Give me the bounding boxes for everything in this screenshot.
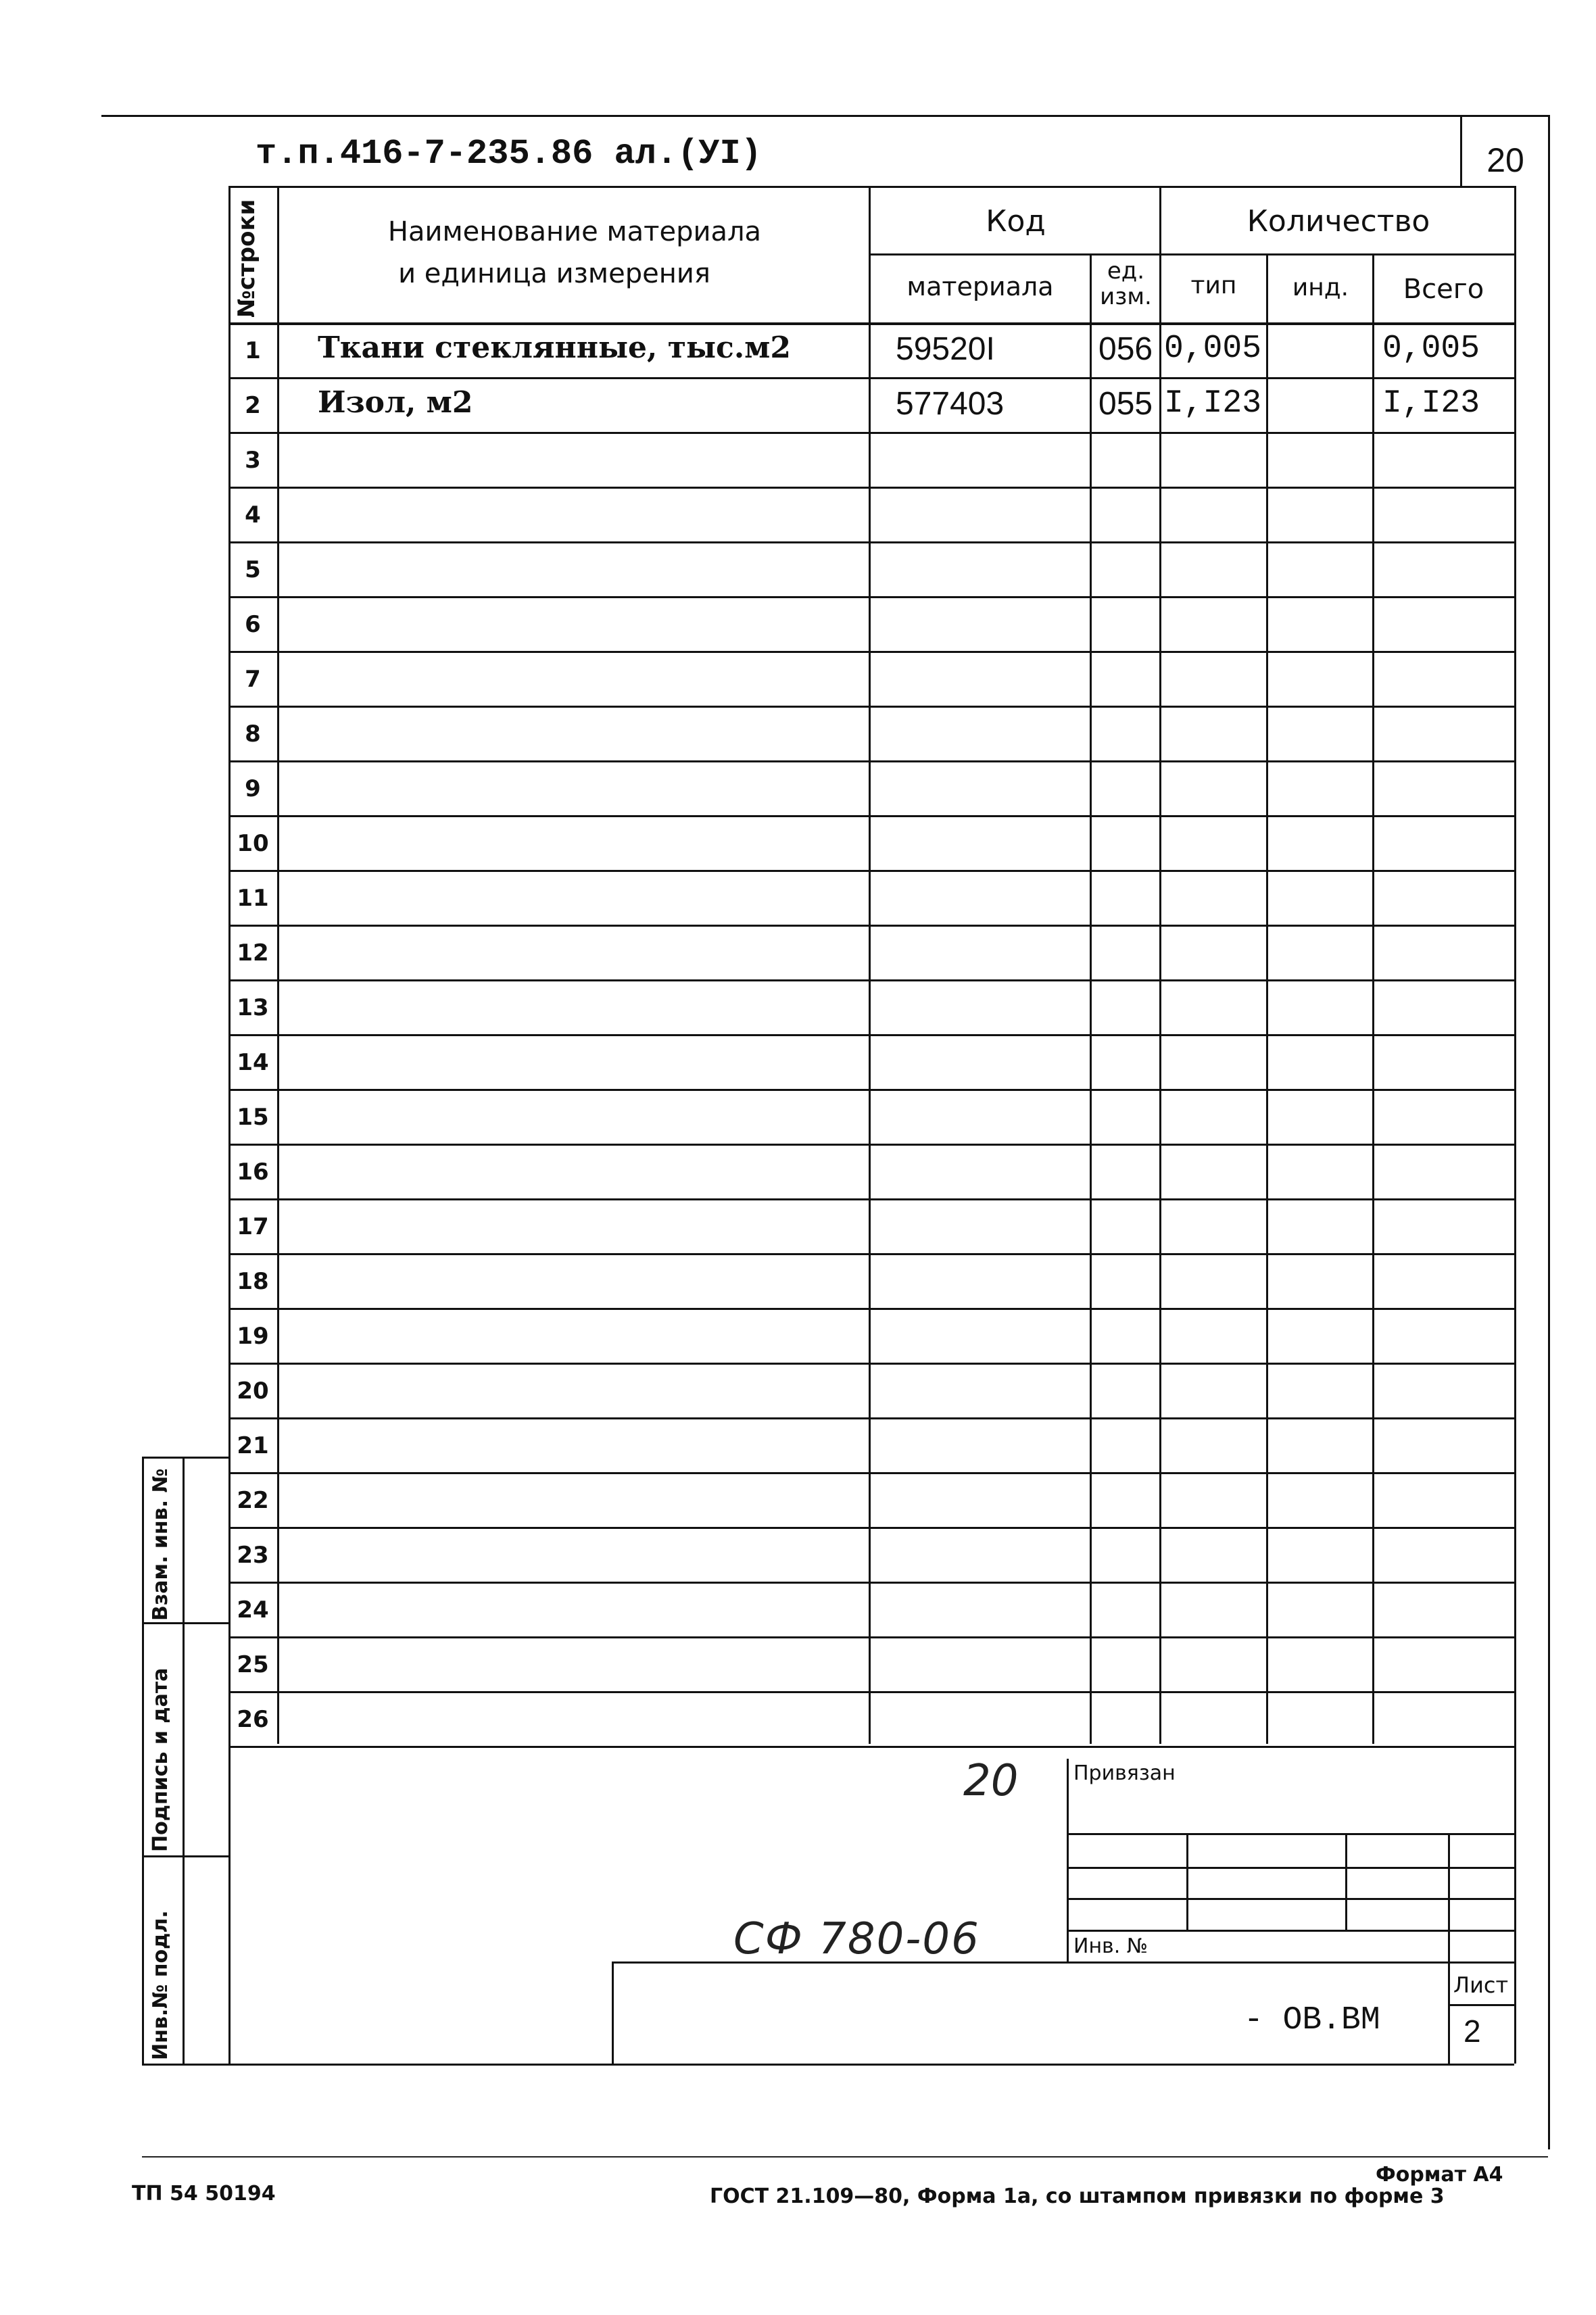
document-code: - ОВ.ВМ (1244, 2002, 1380, 2039)
row-number: 22 (237, 1487, 269, 1514)
row-number: 12 (237, 940, 269, 967)
sheet-label: Лист (1453, 1972, 1509, 1998)
row-number-header: №строки (233, 199, 260, 318)
row-number: 18 (237, 1268, 269, 1295)
row-number: 1 (245, 337, 261, 364)
quantity-total-cell: 0,005 (1382, 331, 1480, 367)
row-number: 17 (237, 1213, 269, 1240)
sheet-number: 2 (1464, 2014, 1481, 2049)
inventory-number-label: Инв. № (1073, 1934, 1148, 1958)
unit-code-cell: 055 (1098, 386, 1153, 422)
original-inventory-label: Инв.№ подл. (149, 1910, 172, 2060)
material-name-cell: Ткани стеклянные, тыс.м2 (318, 331, 792, 365)
quantity-total-cell: I,I23 (1382, 385, 1480, 422)
quantity-header: Количество (1247, 204, 1430, 239)
row-number: 4 (245, 502, 261, 529)
bound-label: Привязан (1073, 1761, 1176, 1785)
material-code-cell: 59520I (896, 331, 995, 367)
row-number: 2 (245, 392, 261, 419)
row-number: 3 (245, 447, 261, 474)
material-code-cell: 577403 (896, 386, 1005, 422)
row-number: 26 (237, 1706, 269, 1733)
quantity-type-cell: I,I23 (1164, 385, 1262, 422)
row-number: 13 (237, 994, 269, 1021)
quantity-total-header: Всего (1403, 274, 1484, 305)
code-header: Код (986, 204, 1046, 239)
row-number: 9 (245, 775, 261, 802)
quantity-type-cell: 0,005 (1164, 331, 1262, 367)
document-designation: т.п.416-7-235.86 ал.(УI) (256, 134, 762, 174)
replacement-inventory-label: Взам. инв. № (149, 1468, 172, 1621)
quantity-ind-header: инд. (1292, 274, 1349, 301)
code-material-header: материала (906, 272, 1054, 301)
unit-code-cell: 056 (1098, 331, 1153, 367)
footer-archive-number: ТП 54 50194 (132, 2182, 276, 2206)
row-number: 14 (237, 1049, 269, 1076)
sheet-number-top: 20 (1486, 141, 1524, 179)
row-number: 24 (237, 1597, 269, 1624)
footer-gost-reference: ГОСТ 21.109—80, Форма 1а, со штампом привязки по форме 3 (710, 2185, 1445, 2208)
quantity-type-header: тип (1190, 272, 1237, 299)
handwritten-sheet-number: 20 (963, 1756, 1019, 1806)
row-number: 23 (237, 1542, 269, 1569)
row-number: 8 (245, 721, 261, 748)
handwritten-project-code: СФ 780-06 (733, 1914, 980, 1964)
row-number: 25 (237, 1651, 269, 1678)
format-label: Формат А4 (1376, 2163, 1503, 2187)
name-header-line2: и единица измерения (398, 258, 710, 289)
row-number: 16 (237, 1159, 269, 1186)
row-number: 19 (237, 1323, 269, 1350)
row-number: 5 (245, 556, 261, 583)
row-number: 15 (237, 1104, 269, 1131)
row-number: 20 (237, 1378, 269, 1405)
row-number: 6 (245, 611, 261, 638)
code-unit-header: ед. изм. (1100, 258, 1152, 310)
row-number: 7 (245, 666, 261, 693)
name-header-line1: Наименование материала (387, 216, 762, 247)
row-number: 10 (237, 830, 269, 857)
signature-date-label: Подпись и дата (149, 1667, 172, 1852)
row-number: 11 (237, 885, 269, 912)
material-name-cell: Изол, м2 (318, 385, 473, 420)
row-number: 21 (237, 1432, 269, 1459)
